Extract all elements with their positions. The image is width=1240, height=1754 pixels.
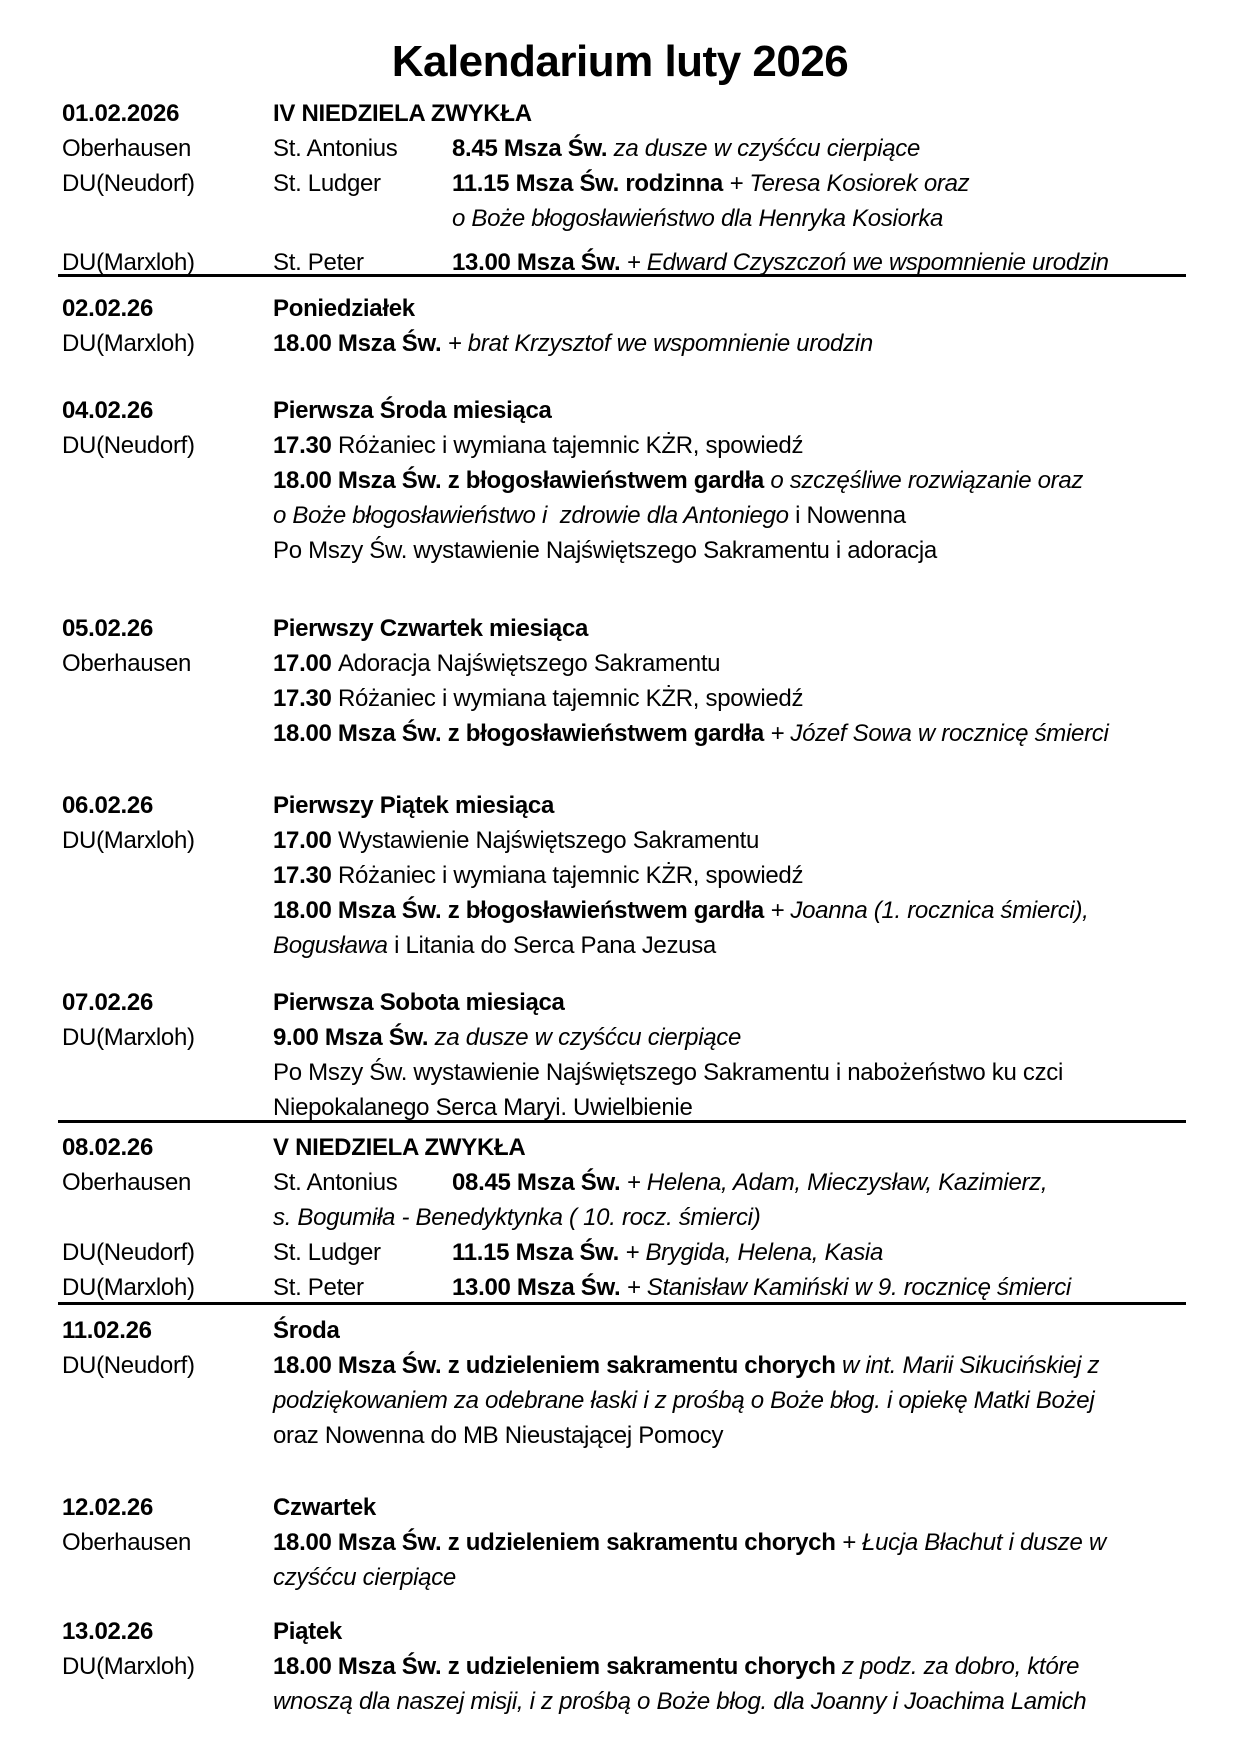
location-label xyxy=(62,166,195,201)
event-line xyxy=(273,1200,760,1235)
text-run: 18.00 Msza Św. z udzieleniem sakramentu chorych xyxy=(273,1529,842,1556)
text-run: 13.00 Msza Św. xyxy=(452,249,627,276)
day-title xyxy=(273,611,588,646)
text-run: DU(Neudorf) xyxy=(62,1352,195,1379)
text-run: 17.30 xyxy=(273,685,338,712)
text-run: DU(Marxloh) xyxy=(62,1653,195,1680)
text-run: s. Bogumiła - Benedyktynka ( 10. rocz. śmierci) xyxy=(273,1204,761,1231)
location-label xyxy=(62,1348,195,1383)
church-label xyxy=(273,1165,398,1200)
date-label xyxy=(62,393,153,428)
text-run: Pierwsza Środa miesiąca xyxy=(273,397,552,424)
day-title xyxy=(273,291,415,326)
event-line xyxy=(273,646,720,681)
day-title xyxy=(273,788,554,823)
location-label xyxy=(62,1235,195,1270)
text-run: + Łucja Błachut i dusze w xyxy=(841,1529,1106,1556)
calendar-row xyxy=(0,1525,1240,1560)
day-title xyxy=(273,1313,340,1348)
event-line xyxy=(452,1165,1047,1200)
text-run: + Edward Czyszczoń we wspomnienie urodzin xyxy=(626,249,1109,276)
calendar-row xyxy=(0,1614,1240,1649)
day-title xyxy=(273,393,552,428)
date-label xyxy=(62,611,153,646)
text-run: 18.00 Msza Św. z błogosławieństwem gardła xyxy=(273,720,771,747)
event-line xyxy=(273,716,1109,751)
event-line xyxy=(273,533,937,568)
text-run: + Teresa Kosiorek oraz xyxy=(729,170,970,197)
text-run: DU(Marxloh) xyxy=(62,249,195,276)
date-label xyxy=(62,788,153,823)
calendar-row xyxy=(0,985,1240,1020)
text-run: Po Mszy Św. wystawienie Najświętszego Sakramentu i adoracja xyxy=(273,537,937,564)
text-run: Adoracja Najświętszego Sakramentu xyxy=(337,650,721,677)
calendar-row xyxy=(0,96,1240,131)
text-run: Środa xyxy=(273,1317,340,1344)
text-run: + Helena, Adam, Mieczysław, Kazimierz, xyxy=(626,1169,1048,1196)
calendar-section xyxy=(0,985,1240,1125)
location-label xyxy=(62,1649,195,1684)
event-line xyxy=(273,1055,1063,1090)
text-run: z podz. za dobro, które xyxy=(841,1653,1080,1680)
text-run: 17.30 xyxy=(273,432,338,459)
text-run: DU(Marxloh) xyxy=(62,827,195,854)
church-label xyxy=(273,166,381,201)
event-line xyxy=(273,1684,1086,1719)
day-title xyxy=(273,1490,376,1525)
text-run: o szczęśliwe rozwiązanie oraz xyxy=(770,467,1084,494)
text-run: DU(Marxloh) xyxy=(62,330,195,357)
calendar-row xyxy=(0,1418,1240,1453)
calendar-row xyxy=(0,201,1240,236)
calendar-row xyxy=(0,463,1240,498)
event-line xyxy=(273,928,716,963)
text-run: i Nowenna xyxy=(795,502,906,529)
location-label xyxy=(62,823,195,858)
date-label xyxy=(62,1490,153,1525)
text-run: Oberhausen xyxy=(62,1169,192,1196)
calendar-row xyxy=(0,611,1240,646)
text-run: + Brygida, Helena, Kasia xyxy=(625,1239,884,1266)
event-line xyxy=(273,1525,1106,1560)
text-run: wnoszą dla naszej misji, i z prośbą o Boże błog. dla Joanny i Joachima Lamich xyxy=(273,1688,1087,1715)
text-run: Czwartek xyxy=(273,1494,376,1521)
location-label xyxy=(62,326,195,361)
text-run: 05.02.26 xyxy=(62,615,154,642)
text-run: DU(Marxloh) xyxy=(62,1274,195,1301)
calendar-row xyxy=(0,1020,1240,1055)
text-run: podziękowaniem za odebrane łaski i z prośbą o Boże błog. i opiekę Matki Bożej xyxy=(273,1387,1095,1414)
calendar-row xyxy=(0,291,1240,326)
text-run: Różaniec i wymiana tajemnic KŻR, spowiedź xyxy=(337,685,804,712)
event-line xyxy=(273,463,1083,498)
text-run: o Boże błogosławieństwo dla Henryka Kosiorka xyxy=(452,205,944,232)
calendar-row xyxy=(0,1165,1240,1200)
event-line xyxy=(273,1383,1094,1418)
text-run: za dusze w czyśćcu cierpiące xyxy=(613,135,921,162)
text-run: Różaniec i wymiana tajemnic KŻR, spowiedź xyxy=(337,862,804,889)
text-run: 18.00 Msza Św. z błogosławieństwem gardła xyxy=(273,897,771,924)
text-run: 08.02.26 xyxy=(62,1134,154,1161)
calendar-content xyxy=(0,96,1240,1719)
event-line xyxy=(273,1418,723,1453)
text-run: DU(Neudorf) xyxy=(62,1239,195,1266)
text-run: St. Antonius xyxy=(273,1169,398,1196)
text-run: 04.02.26 xyxy=(62,397,154,424)
calendar-row xyxy=(0,893,1240,928)
event-line xyxy=(452,166,969,201)
event-line xyxy=(452,1270,1071,1305)
event-line xyxy=(273,893,1089,928)
calendar-row xyxy=(0,1560,1240,1595)
day-title xyxy=(273,96,532,131)
date-label xyxy=(62,1614,153,1649)
event-line xyxy=(273,1020,741,1055)
calendar-section xyxy=(0,788,1240,963)
calendar-row xyxy=(0,1200,1240,1235)
text-run: + Józef Sowa w rocznicę śmierci xyxy=(770,720,1109,747)
calendar-section xyxy=(0,291,1240,361)
text-run: 13.00 Msza Św. xyxy=(452,1274,627,1301)
text-run: DU(Marxloh) xyxy=(62,1024,195,1051)
text-run: Niepokalanego Serca Maryi. Uwielbienie xyxy=(273,1094,693,1121)
calendar-row xyxy=(0,681,1240,716)
text-run: 9.00 Msza Św. xyxy=(273,1024,435,1051)
event-line xyxy=(273,858,803,893)
text-run: Oberhausen xyxy=(62,650,192,677)
text-run: 18.00 Msza Św. z udzieleniem sakramentu chorych xyxy=(273,1352,842,1379)
text-run: 18.00 Msza Św. z udzieleniem sakramentu chorych xyxy=(273,1653,842,1680)
text-run: 17.30 xyxy=(273,862,338,889)
location-label xyxy=(62,646,191,681)
text-run: 17.00 xyxy=(273,827,338,854)
calendar-section xyxy=(0,1490,1240,1595)
calendar-section xyxy=(0,611,1240,751)
text-run: Różaniec i wymiana tajemnic KŻR, spowiedź xyxy=(337,432,804,459)
text-run: 18.00 Msza Św. z błogosławieństwem gardła xyxy=(273,467,771,494)
calendar-row xyxy=(0,646,1240,681)
calendar-section xyxy=(0,96,1240,280)
text-run: Po Mszy Św. wystawienie Najświętszego Sakramentu i nabożeństwo ku czci xyxy=(273,1059,1064,1086)
event-line xyxy=(452,131,920,166)
calendar-row xyxy=(0,1130,1240,1165)
event-line xyxy=(452,201,943,236)
text-run: 13.02.26 xyxy=(62,1618,154,1645)
text-run: Pierwszy Piątek miesiąca xyxy=(273,792,554,819)
text-run: 11.15 Msza Św. xyxy=(452,1239,626,1266)
text-run: St. Ludger xyxy=(273,170,381,197)
church-label xyxy=(273,1235,381,1270)
day-title xyxy=(273,985,565,1020)
event-line xyxy=(273,1090,693,1125)
calendar-section xyxy=(0,1130,1240,1305)
text-run: czyśćcu cierpiące xyxy=(273,1564,456,1591)
text-run: DU(Neudorf) xyxy=(62,432,195,459)
text-run: IV NIEDZIELA ZWYKŁA xyxy=(273,100,532,127)
text-run: + brat Krzysztof we wspomnienie urodzin xyxy=(447,330,873,357)
text-run: St. Antonius xyxy=(273,135,398,162)
calendar-row xyxy=(0,823,1240,858)
calendar-row xyxy=(0,498,1240,533)
church-label xyxy=(273,245,364,280)
church-label xyxy=(273,131,398,166)
calendar-row xyxy=(0,326,1240,361)
text-run: Bogusława xyxy=(273,932,395,959)
text-run: 12.02.26 xyxy=(62,1494,154,1521)
calendar-row xyxy=(0,428,1240,463)
text-run: St. Ludger xyxy=(273,1239,381,1266)
text-run: 8.45 Msza Św. xyxy=(452,135,614,162)
text-run: 11.02.26 xyxy=(62,1317,152,1344)
calendar-row xyxy=(0,1270,1240,1305)
event-line xyxy=(273,326,873,361)
event-line xyxy=(273,1348,1099,1383)
text-run: 11.15 Msza Św. rodzinna xyxy=(452,170,730,197)
location-label xyxy=(62,1525,191,1560)
text-run: 06.02.26 xyxy=(62,792,154,819)
text-run: o Boże błogosławieństwo i zdrowie dla Antoniego xyxy=(273,502,796,529)
calendar-row xyxy=(0,1055,1240,1090)
day-title xyxy=(273,1614,342,1649)
location-label xyxy=(62,1020,195,1055)
calendar-row xyxy=(0,245,1240,280)
calendar-row xyxy=(0,1383,1240,1418)
location-label xyxy=(62,1270,195,1305)
text-run: oraz Nowenna do MB Nieustającej Pomocy xyxy=(273,1422,724,1449)
date-label xyxy=(62,291,153,326)
calendar-row xyxy=(0,788,1240,823)
text-run: + Joanna (1. rocznica śmierci), xyxy=(770,897,1089,924)
text-run: w int. Marii Sikucińskiej z xyxy=(841,1352,1100,1379)
calendar-section xyxy=(0,393,1240,568)
calendar-row xyxy=(0,1313,1240,1348)
calendar-section xyxy=(0,1614,1240,1719)
text-run: 01.02.2026 xyxy=(62,100,180,127)
calendar-row xyxy=(0,166,1240,201)
text-run: 07.02.26 xyxy=(62,989,154,1016)
text-run: 18.00 Msza Św. xyxy=(273,330,448,357)
calendar-row xyxy=(0,1235,1240,1270)
text-run: i Litania do Serca Pana Jezusa xyxy=(394,932,716,959)
calendar-row xyxy=(0,1090,1240,1125)
event-line xyxy=(452,1235,883,1270)
location-label xyxy=(62,1165,191,1200)
calendar-row xyxy=(0,928,1240,963)
location-label xyxy=(62,245,195,280)
calendar-row xyxy=(0,1649,1240,1684)
page-title: Kalendarium luty 2026 xyxy=(391,37,849,86)
event-line xyxy=(273,1649,1079,1684)
text-run: V NIEDZIELA ZWYKŁA xyxy=(273,1134,526,1161)
text-run: St. Peter xyxy=(273,249,364,276)
location-label xyxy=(62,131,191,166)
date-label xyxy=(62,96,179,131)
text-run: za dusze w czyśćcu cierpiące xyxy=(434,1024,742,1051)
location-label xyxy=(62,428,195,463)
event-line xyxy=(452,245,1109,280)
date-label xyxy=(62,1313,152,1348)
text-run: Wystawienie Najświętszego Sakramentu xyxy=(337,827,760,854)
calendar-row xyxy=(0,858,1240,893)
text-run: Oberhausen xyxy=(62,135,192,162)
text-run: DU(Neudorf) xyxy=(62,170,195,197)
calendar-section xyxy=(0,1313,1240,1453)
text-run: + Stanisław Kamiński w 9. rocznicę śmierci xyxy=(626,1274,1071,1301)
event-line xyxy=(273,681,803,716)
text-run: 02.02.26 xyxy=(62,295,154,322)
church-label xyxy=(273,1270,364,1305)
text-run: 17.00 xyxy=(273,650,338,677)
day-title xyxy=(273,1130,525,1165)
calendar-row xyxy=(0,716,1240,751)
date-label xyxy=(62,985,153,1020)
text-run: Pierwsza Sobota miesiąca xyxy=(273,989,565,1016)
calendar-row xyxy=(0,131,1240,166)
text-run: St. Peter xyxy=(273,1274,364,1301)
event-line xyxy=(273,498,906,533)
text-run: Piątek xyxy=(273,1618,342,1645)
text-run: Oberhausen xyxy=(62,1529,192,1556)
calendar-row xyxy=(0,533,1240,568)
date-label xyxy=(62,1130,153,1165)
text-run: Poniedziałek xyxy=(273,295,415,322)
calendar-row xyxy=(0,1684,1240,1719)
event-line xyxy=(273,428,803,463)
text-run: 08.45 Msza Św. xyxy=(452,1169,627,1196)
event-line xyxy=(273,823,759,858)
text-run: Pierwszy Czwartek miesiąca xyxy=(273,615,589,642)
calendar-row xyxy=(0,1348,1240,1383)
calendar-row xyxy=(0,393,1240,428)
calendar-row xyxy=(0,1490,1240,1525)
event-line xyxy=(273,1560,456,1595)
